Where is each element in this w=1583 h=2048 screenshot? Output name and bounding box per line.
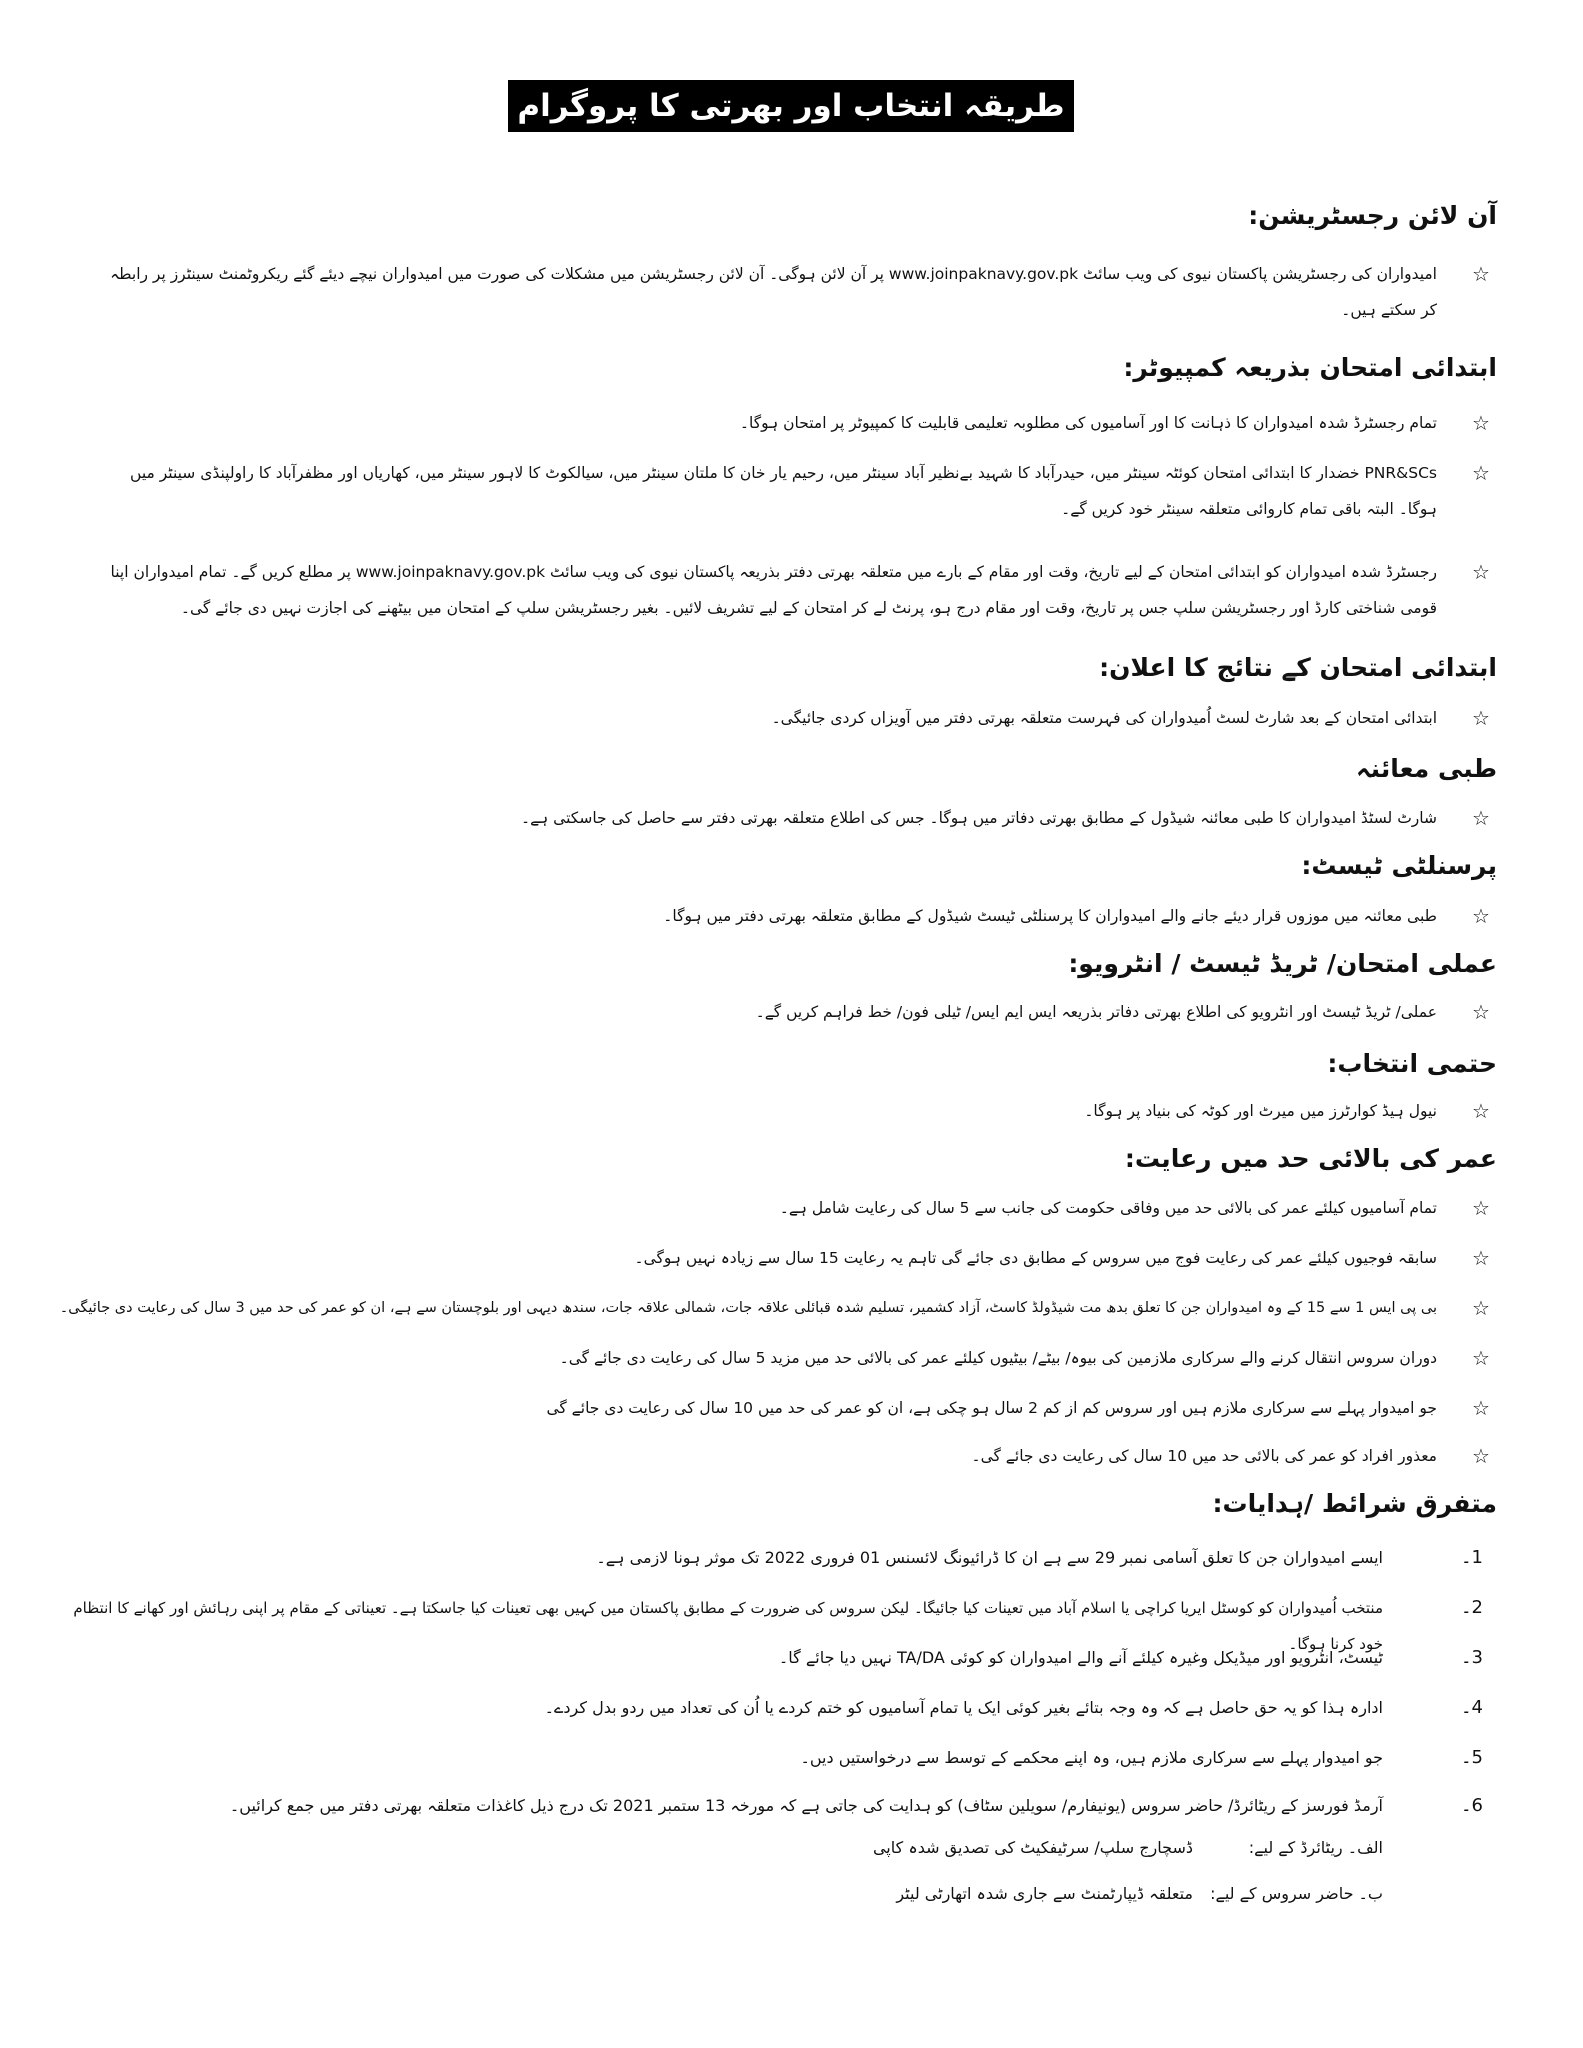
list-item: ☆ PNR&SCs خضدار کا ابتدائی امتحان کوئٹہ سینٹر میں، حیدرآباد کا شہید بےنظیر آباد سینٹر میں، رحیم یار خان کا ملتان سینٹر میں، سیالکوٹ کا لاہور سینٹر میں، کھاریاں اور مظفرآباد کا راولپنڈی سینٹر میں ہوگا۔ البتہ باقی تمام کاروائی متعلقہ سینٹر خود کریں گے۔ (103, 455, 1493, 527)
item-number: 2۔ (1461, 1597, 1483, 1618)
star-bullet-icon: ☆ (1472, 806, 1490, 830)
list-item: ☆ طبی معائنہ میں موزوں قرار دیئے جانے والے امیدواران کا پرسنلٹی ٹیسٹ شیڈول کے مطابق متعلقہ بھرتی دفتر میں ہوگا۔ (103, 898, 1493, 934)
numbered-item: 4۔ ادارہ ہذا کو یہ حق حاصل ہے کہ وہ وجہ بتائے بغیر کوئی ایک یا تمام آسامیوں کو ختم کردے یا اُن کی تعداد میں ردو بدل کردے۔ (53, 1690, 1483, 1726)
numbered-item: 1۔ ایسے امیدواران جن کا تعلق آسامی نمبر 29 سے ہے ان کا ڈرائیونگ لائسنس 01 فروری 2022 تک موثر ہونا لازمی ہے۔ (53, 1540, 1483, 1576)
star-bullet-icon: ☆ (1472, 706, 1490, 730)
star-bullet-icon: ☆ (1472, 1246, 1490, 1270)
list-item: ☆ تمام آسامیوں کیلئے عمر کی بالائی حد میں وفاقی حکومت کی جانب سے 5 سال کی رعایت شامل ہے۔ (53, 1190, 1493, 1226)
list-item: ☆ سابقہ فوجیوں کیلئے عمر کی رعایت فوج میں سروس کے مطابق دی جائے گی تاہم یہ رعایت 15 سال سے زیادہ نہیں ہوگی۔ (53, 1240, 1493, 1276)
sub-item-retired: الف۔ ریٹائرڈ کے لیے:ڈسچارج سلپ/ سرٹیفکیٹ کی تصدیق شدہ کاپی (872, 1838, 1383, 1857)
star-bullet-icon: ☆ (1472, 1000, 1490, 1024)
numbered-item: 5۔ جو امیدوار پہلے سے سرکاری ملازم ہیں، وہ اپنے محکمے کے توسط سے درخواستیں دیں۔ (53, 1740, 1483, 1776)
list-item: ☆ عملی/ ٹریڈ ٹیسٹ اور انٹرویو کی اطلاع بھرتی دفاتر بذریعہ ایس ایم ایس/ ٹیلی فون/ خط فراہم کریں گے۔ (103, 994, 1493, 1030)
star-bullet-icon: ☆ (1472, 904, 1490, 928)
list-item: ☆ بی پی ایس 1 سے 15 کے وہ امیدواران جن کا تعلق بدھ مت شیڈولڈ کاسٹ، آزاد کشمیر، تسلیم شدہ قبائلی علاقہ جات، شمالی علاقہ جات، سندھ دیہی اور بلوچستان سے ہے، ان کو عمر کی حد میں 3 سال کی رعایت دی جائیگی۔ (53, 1290, 1493, 1326)
page-title: طریقہ انتخاب اور بھرتی کا پروگرام (508, 80, 1074, 132)
list-item: ☆ معذور افراد کو عمر کی بالائی حد میں 10 سال کی رعایت دی جائے گی۔ (53, 1438, 1493, 1474)
section-heading-misc-instructions: متفرق شرائط /ہدایات: (1212, 1489, 1497, 1518)
star-bullet-icon: ☆ (1472, 1196, 1490, 1220)
section-heading-online-registration: آن لائن رجسٹریشن: (1248, 201, 1497, 230)
list-item: ☆ تمام رجسٹرڈ شدہ امیدواران کا ذہانت کا اور آسامیوں کی مطلوبہ تعلیمی قابلیت کا کمپیوٹر پر امتحان ہوگا۔ (103, 405, 1493, 441)
list-item: ☆ جو امیدوار پہلے سے سرکاری ملازم ہیں اور سروس کم از کم 2 سال ہو چکی ہے، ان کو عمر کی حد میں 10 سال کی رعایت دی جائے گی (53, 1390, 1493, 1426)
star-bullet-icon: ☆ (1472, 560, 1490, 584)
section-heading-results: ابتدائی امتحان کے نتائج کا اعلان: (1099, 653, 1497, 682)
numbered-item: 3۔ ٹیسٹ، انٹرویو اور میڈیکل وغیرہ کیلئے آنے والے امیدواران کو کوئی TA/DA نہیں دیا جائے گا۔ (53, 1640, 1483, 1676)
item-number: 4۔ (1461, 1697, 1483, 1718)
section-heading-personality-test: پرسنلٹی ٹیسٹ: (1301, 851, 1497, 880)
section-heading-age-relaxation: عمر کی بالائی حد میں رعایت: (1124, 1144, 1497, 1173)
star-bullet-icon: ☆ (1472, 1444, 1490, 1468)
star-bullet-icon: ☆ (1472, 1099, 1490, 1123)
list-item: ☆ نیول ہیڈ کوارٹرز میں میرٹ اور کوٹہ کی بنیاد پر ہوگا۔ (103, 1093, 1493, 1129)
numbered-item: 6۔ آرمڈ فورسز کے ریٹائرڈ/ حاضر سروس (یونیفارم/ سویلین سٹاف) کو ہدایت کی جاتی ہے کہ مورخہ 13 ستمبر 2021 تک درج ذیل کاغذات متعلقہ بھرتی دفتر میں جمع کرائیں۔ (53, 1788, 1483, 1824)
star-bullet-icon: ☆ (1472, 1346, 1490, 1370)
list-item: ☆ امیدواران کی رجسٹریشن پاکستان نیوی کی ویب سائٹ www.joinpaknavy.gov.pk پر آن لائن ہوگی۔ آن لائن رجسٹریشن میں مشکلات کی صورت میں امیدواران نیچے دیئے گئے ریکروٹمنٹ سینٹرز پر رابطہ کر سکتے ہیں۔ (103, 256, 1493, 328)
star-bullet-icon: ☆ (1472, 461, 1490, 485)
list-item: ☆ ابتدائی امتحان کے بعد شارٹ لسٹ اُمیدواران کی فہرست متعلقہ بھرتی دفتر میں آویزاں کردی جائیگی۔ (103, 700, 1493, 736)
star-bullet-icon: ☆ (1472, 411, 1490, 435)
item-number: 5۔ (1461, 1747, 1483, 1768)
section-heading-trade-test: عملی امتحان/ ٹریڈ ٹیسٹ / انٹرویو: (1068, 949, 1497, 978)
item-number: 3۔ (1461, 1647, 1483, 1668)
numbered-item: 2۔ منتخب اُمیدواران کو کوسٹل ایریا کراچی یا اسلام آباد میں تعینات کیا جائیگا۔ لیکن سروس کی ضرورت کے مطابق پاکستان میں کہیں بھی تعینات کیا جاسکتا ہے۔ تعیناتی کے مقام پر اپنی رہائش اور کھانے کا انتظام خود کرنا ہوگا۔ (53, 1590, 1483, 1662)
section-heading-final-selection: حتمی انتخاب: (1327, 1049, 1497, 1078)
star-bullet-icon: ☆ (1472, 1296, 1490, 1320)
item-number: 6۔ (1461, 1795, 1483, 1816)
sub-item-serving: ب۔ حاضر سروس کے لیے:متعلقہ ڈیپارٹمنٹ سے جاری شدہ اتھارٹی لیٹر (896, 1884, 1383, 1903)
list-item: ☆ دوران سروس انتقال کرنے والے سرکاری ملازمین کی بیوہ/ بیٹے/ بیٹیوں کیلئے عمر کی بالائی حد میں مزید 5 سال کی رعایت دی جائے گی۔ (53, 1340, 1493, 1376)
star-bullet-icon: ☆ (1472, 262, 1490, 286)
star-bullet-icon: ☆ (1472, 1396, 1490, 1420)
list-item: ☆ شارٹ لسٹڈ امیدواران کا طبی معائنہ شیڈول کے مطابق بھرتی دفاتر میں ہوگا۔ جس کی اطلاع متعلقہ بھرتی دفتر سے حاصل کی جاسکتی ہے۔ (103, 800, 1493, 836)
list-item: ☆ رجسٹرڈ شدہ امیدواران کو ابتدائی امتحان کے لیے تاریخ، وقت اور مقام کے بارے میں متعلقہ بھرتی دفتر بذریعہ پاکستان نیوی کی ویب سائٹ www.joinpaknavy.gov.pk پر مطلع کریں گے۔ تمام امیدواران اپنا قومی شناختی کارڈ اور رجسٹریشن سلپ جس پر تاریخ، وقت اور مقام درج ہو، پرنٹ لے کر امتحان کے لیے تشریف لائیں۔ بغیر رجسٹریشن سلپ کے امتحان میں بیٹھنے کی اجازت نہیں دی جائے گی۔ (103, 554, 1493, 626)
item-number: 1۔ (1461, 1547, 1483, 1568)
section-heading-computer-test: ابتدائی امتحان بذریعہ کمپیوٹر: (1123, 353, 1497, 382)
section-heading-medical: طبی معائنہ (1356, 754, 1497, 783)
